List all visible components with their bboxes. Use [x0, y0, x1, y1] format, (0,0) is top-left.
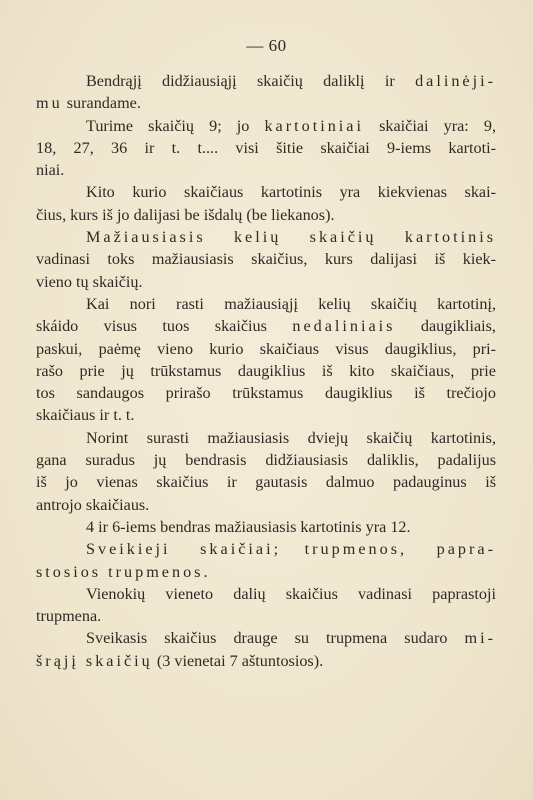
- text-run: daugikliais,: [395, 317, 496, 336]
- text-line: [36, 315, 496, 337]
- text-run: Sveikasis skaičius drauge su trupmena sudaro: [86, 629, 465, 648]
- text-line: [36, 427, 496, 449]
- spaced-emphasis-text: kartotiniai: [264, 116, 364, 135]
- text-run: antrojo skaičiaus.: [36, 495, 150, 514]
- spaced-emphasis-text: dalinėji-: [415, 72, 496, 90]
- text-run: paskui, paėmę vieno kurio skaičiaus visus daugiklius, pri-: [36, 339, 496, 358]
- spaced-emphasis-text: Mažiausiasis kelių skaičių kartotinis: [86, 228, 496, 247]
- paragraph-p9: [36, 583, 496, 628]
- text-line: [36, 271, 496, 293]
- text-run: gana suradus jų bendrasis didžiausiasis daliklis, padalijus: [36, 451, 496, 470]
- text-run: skaičiai yra: 9,: [363, 116, 496, 135]
- text-run: 18, 27, 36 ir t. t.... visi šitie skaičiai 9-iems kartoti-: [36, 138, 496, 157]
- paragraph-p2: [36, 115, 496, 182]
- text-run: ;: [273, 540, 305, 559]
- text-line: [36, 293, 496, 315]
- text-run: Bendrąjį didžiausiąjį skaičių daliklį ir: [86, 72, 416, 90]
- text-run: vieno tų skaičių.: [36, 272, 143, 291]
- text-run: skaičiaus ir t. t.: [36, 406, 135, 425]
- paragraph-p5: [36, 293, 496, 427]
- text-run: Turime skaičių 9; jo: [86, 116, 265, 135]
- text-line: [36, 248, 496, 270]
- paragraph-p3: [36, 181, 496, 226]
- text-run: rašo prie jų trūkstamus daugiklius iš kito skaičiaus, prie: [36, 361, 496, 380]
- text-line: [36, 226, 496, 248]
- text-line: [36, 627, 496, 649]
- text-line: [36, 338, 496, 360]
- text-run: skáido visus tuos skaičius: [36, 317, 293, 336]
- text-line: [36, 449, 496, 471]
- paragraph-p4: [36, 226, 496, 293]
- text-run: čius, kurs iš jo dalijasi be išdalų (be liekanos).: [36, 205, 335, 224]
- text-line: [36, 137, 496, 159]
- paragraph-p10: [36, 627, 496, 672]
- text-run: tos sandaugos prirašo trūkstamus daugiklius iš trečiojo: [36, 384, 496, 403]
- text-run: vadinasi toks mažiausiasis skaičius, kurs dalijasi iš kiek-: [36, 250, 496, 269]
- text-line: [36, 181, 496, 203]
- spaced-emphasis-text: šrąjį skaičių: [36, 651, 153, 670]
- text-run: Kito kurio skaičiaus kartotinis yra kiekvienas skai-: [86, 183, 496, 202]
- text-run: trupmena.: [36, 607, 102, 626]
- text-run: (3 vienetai 7 aštuntosios).: [152, 651, 324, 670]
- spaced-emphasis-text: nedaliniais: [292, 317, 396, 336]
- page-number: — 60: [246, 36, 287, 55]
- paragraph-p1: [36, 70, 496, 115]
- text-line: [36, 650, 496, 672]
- text-line: [36, 605, 496, 627]
- text-line: [36, 516, 496, 538]
- spaced-emphasis-text: mu: [36, 94, 63, 113]
- text-line: [36, 538, 496, 560]
- text-run: niai.: [36, 161, 65, 180]
- text-line: [36, 561, 496, 583]
- text-line: [36, 404, 496, 426]
- text-line: [36, 159, 496, 181]
- text-line: [36, 583, 496, 605]
- spaced-emphasis-text: mi-: [464, 629, 496, 648]
- spaced-emphasis-text: trupmenos, papra-: [304, 540, 496, 559]
- page-body-text: [36, 70, 496, 672]
- text-run: Norint surasti mažiausiasis dviejų skaičių kartotinis,: [86, 428, 496, 447]
- text-run: iš jo vienas skaičius ir gautasis dalmuo padauginus iš: [36, 473, 496, 492]
- paragraph-p6: [36, 427, 496, 516]
- text-run: Kai nori rasti mažiausiąjį kelių skaičių kartotinį,: [86, 294, 496, 313]
- text-line: [36, 92, 496, 114]
- paragraph-p8: [36, 538, 496, 583]
- text-run: 4 ir 6-iems bendras mažiausiasis kartotinis yra 12.: [86, 517, 411, 536]
- text-line: [36, 360, 496, 382]
- text-run: surandame.: [62, 94, 141, 113]
- text-line: [36, 471, 496, 493]
- text-line: [36, 494, 496, 516]
- text-line: [36, 382, 496, 404]
- spaced-emphasis-text: stosios trupmenos.: [36, 562, 211, 581]
- text-line: [36, 115, 496, 137]
- text-run: Vienokių vieneto dalių skaičius vadinasi paprastoji: [86, 584, 496, 603]
- text-line: [36, 70, 496, 92]
- text-line: [36, 204, 496, 226]
- paragraph-p7: [36, 516, 496, 538]
- spaced-emphasis-text: Sveikieji skaičiai: [86, 540, 274, 559]
